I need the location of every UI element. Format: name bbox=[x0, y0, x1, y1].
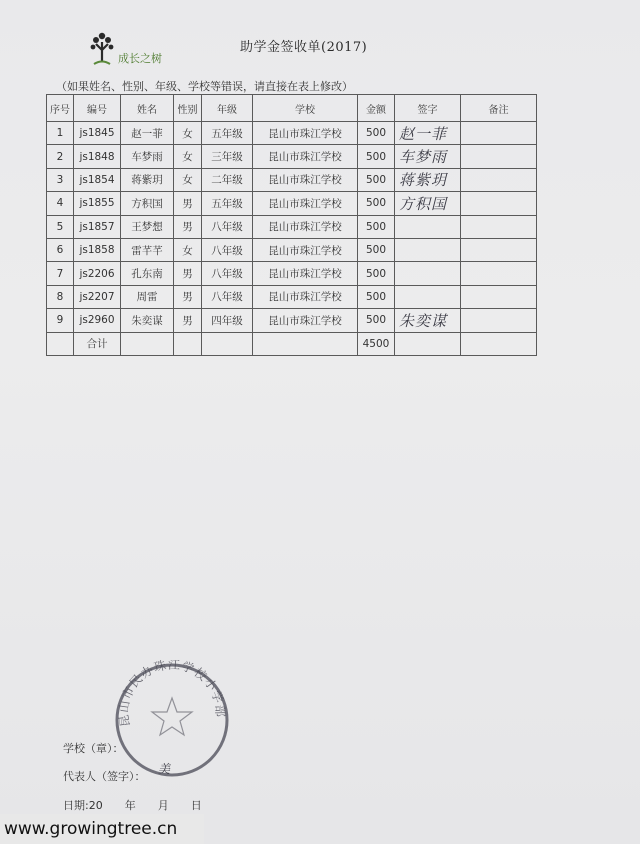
cell-blank bbox=[461, 332, 537, 355]
col-header-grade: 年级 bbox=[202, 95, 253, 122]
cell-name: 朱奕谋 bbox=[121, 309, 174, 332]
cell-remark bbox=[461, 309, 537, 332]
cell-code: js1848 bbox=[74, 145, 121, 168]
cell-amount: 500 bbox=[358, 122, 395, 145]
cell-school: 昆山市珠江学校 bbox=[253, 168, 358, 191]
col-header-signature: 签字 bbox=[395, 95, 461, 122]
cell-remark bbox=[461, 192, 537, 215]
cell-blank bbox=[253, 332, 358, 355]
cell-code: js1854 bbox=[74, 168, 121, 191]
cell-remark bbox=[461, 238, 537, 261]
cell-amount: 500 bbox=[358, 285, 395, 308]
cell-signature bbox=[395, 285, 461, 308]
cell-gender: 女 bbox=[174, 168, 202, 191]
cell-grade: 八年级 bbox=[202, 285, 253, 308]
cell-code: js1857 bbox=[74, 215, 121, 238]
cell-gender: 男 bbox=[174, 285, 202, 308]
cell-remark bbox=[461, 168, 537, 191]
cell-name: 王梦想 bbox=[121, 215, 174, 238]
cell-signature: 蒋紫玥 bbox=[395, 168, 461, 191]
total-amount: 4500 bbox=[358, 332, 395, 355]
cell-remark bbox=[461, 262, 537, 285]
total-label: 合计 bbox=[74, 332, 121, 355]
site-watermark: www.growingtree.cn bbox=[0, 814, 204, 844]
col-header-name: 姓名 bbox=[121, 95, 174, 122]
cell-gender: 男 bbox=[174, 262, 202, 285]
cell-gender: 女 bbox=[174, 122, 202, 145]
instruction-note: （如果姓名、性别、年级、学校等错误，请直接在表上修改） bbox=[56, 80, 353, 93]
cell-school: 昆山市珠江学校 bbox=[253, 145, 358, 168]
cell-no: 6 bbox=[47, 238, 74, 261]
cell-grade: 五年级 bbox=[202, 192, 253, 215]
cell-school: 昆山市珠江学校 bbox=[253, 285, 358, 308]
cell-grade: 四年级 bbox=[202, 309, 253, 332]
cell-no: 9 bbox=[47, 309, 74, 332]
cell-code: js2207 bbox=[74, 285, 121, 308]
col-header-code: 编号 bbox=[74, 95, 121, 122]
cell-no: 4 bbox=[47, 192, 74, 215]
cell-name: 车梦雨 bbox=[121, 145, 174, 168]
cell-school: 昆山市珠江学校 bbox=[253, 122, 358, 145]
school-stamp-label: 学校（章）： bbox=[63, 742, 124, 755]
cell-gender: 女 bbox=[174, 238, 202, 261]
cell-code: js1858 bbox=[74, 238, 121, 261]
receipt-table bbox=[46, 94, 537, 356]
cell-signature bbox=[395, 238, 461, 261]
cell-no: 8 bbox=[47, 285, 74, 308]
cell-code: js2206 bbox=[74, 262, 121, 285]
cell-remark bbox=[461, 285, 537, 308]
cell-grade: 八年级 bbox=[202, 262, 253, 285]
table-row bbox=[47, 145, 537, 168]
cell-blank bbox=[47, 332, 74, 355]
cell-school: 昆山市珠江学校 bbox=[253, 215, 358, 238]
cell-name: 蒋紫玥 bbox=[121, 168, 174, 191]
table-row bbox=[47, 122, 537, 145]
cell-amount: 500 bbox=[358, 262, 395, 285]
cell-gender: 男 bbox=[174, 215, 202, 238]
representative-label: 代表人（签字）： bbox=[63, 770, 146, 783]
svg-text:昆山市民办珠江学校小学部: 昆山市民办珠江学校小学部 bbox=[116, 660, 228, 728]
cell-no: 5 bbox=[47, 215, 74, 238]
growing-tree-logo bbox=[86, 32, 186, 72]
cell-signature: 朱奕谋 bbox=[395, 309, 461, 332]
cell-code: js1855 bbox=[74, 192, 121, 215]
cell-remark bbox=[461, 145, 537, 168]
cell-remark bbox=[461, 215, 537, 238]
cell-school: 昆山市珠江学校 bbox=[253, 309, 358, 332]
cell-school: 昆山市珠江学校 bbox=[253, 238, 358, 261]
cell-signature: 赵一菲 bbox=[395, 122, 461, 145]
cell-no: 3 bbox=[47, 168, 74, 191]
cell-signature: 方积国 bbox=[395, 192, 461, 215]
cell-blank bbox=[174, 332, 202, 355]
cell-name: 雷芊芊 bbox=[121, 238, 174, 261]
cell-signature bbox=[395, 215, 461, 238]
cell-grade: 三年级 bbox=[202, 145, 253, 168]
date-label: 日期:20 年 月 日 bbox=[63, 799, 202, 812]
table-row bbox=[47, 215, 537, 238]
col-header-remark: 备注 bbox=[461, 95, 537, 122]
page-title: 助学金签收单(2017) bbox=[240, 40, 368, 55]
cell-code: js2960 bbox=[74, 309, 121, 332]
cell-no: 7 bbox=[47, 262, 74, 285]
cell-amount: 500 bbox=[358, 238, 395, 261]
table-row bbox=[47, 168, 537, 191]
cell-code: js1845 bbox=[74, 122, 121, 145]
cell-no: 1 bbox=[47, 122, 74, 145]
cell-blank bbox=[395, 332, 461, 355]
table-row bbox=[47, 262, 537, 285]
table-row bbox=[47, 285, 537, 308]
col-header-amount: 金额 bbox=[358, 95, 395, 122]
cell-name: 方积国 bbox=[121, 192, 174, 215]
cell-name: 周雷 bbox=[121, 285, 174, 308]
school-seal bbox=[112, 660, 232, 780]
table-row bbox=[47, 192, 537, 215]
col-header-no: 序号 bbox=[47, 95, 74, 122]
cell-blank bbox=[121, 332, 174, 355]
cell-signature: 车梦雨 bbox=[395, 145, 461, 168]
cell-gender: 男 bbox=[174, 309, 202, 332]
cell-amount: 500 bbox=[358, 215, 395, 238]
cell-name: 赵一菲 bbox=[121, 122, 174, 145]
cell-gender: 女 bbox=[174, 145, 202, 168]
cell-name: 孔东南 bbox=[121, 262, 174, 285]
total-row bbox=[47, 332, 537, 355]
cell-grade: 五年级 bbox=[202, 122, 253, 145]
cell-remark bbox=[461, 122, 537, 145]
table-row bbox=[47, 309, 537, 332]
svg-text:成长之树: 成长之树 bbox=[118, 52, 162, 65]
cell-amount: 500 bbox=[358, 309, 395, 332]
cell-grade: 二年级 bbox=[202, 168, 253, 191]
cell-school: 昆山市珠江学校 bbox=[253, 262, 358, 285]
cell-amount: 500 bbox=[358, 192, 395, 215]
cell-grade: 八年级 bbox=[202, 238, 253, 261]
representative-signature: 美 bbox=[158, 762, 171, 776]
table-row bbox=[47, 238, 537, 261]
cell-no: 2 bbox=[47, 145, 74, 168]
col-header-gender: 性别 bbox=[174, 95, 202, 122]
cell-gender: 男 bbox=[174, 192, 202, 215]
cell-amount: 500 bbox=[358, 145, 395, 168]
cell-blank bbox=[202, 332, 253, 355]
cell-school: 昆山市珠江学校 bbox=[253, 192, 358, 215]
cell-amount: 500 bbox=[358, 168, 395, 191]
cell-grade: 八年级 bbox=[202, 215, 253, 238]
table-header-row bbox=[47, 95, 537, 122]
col-header-school: 学校 bbox=[253, 95, 358, 122]
cell-signature bbox=[395, 262, 461, 285]
